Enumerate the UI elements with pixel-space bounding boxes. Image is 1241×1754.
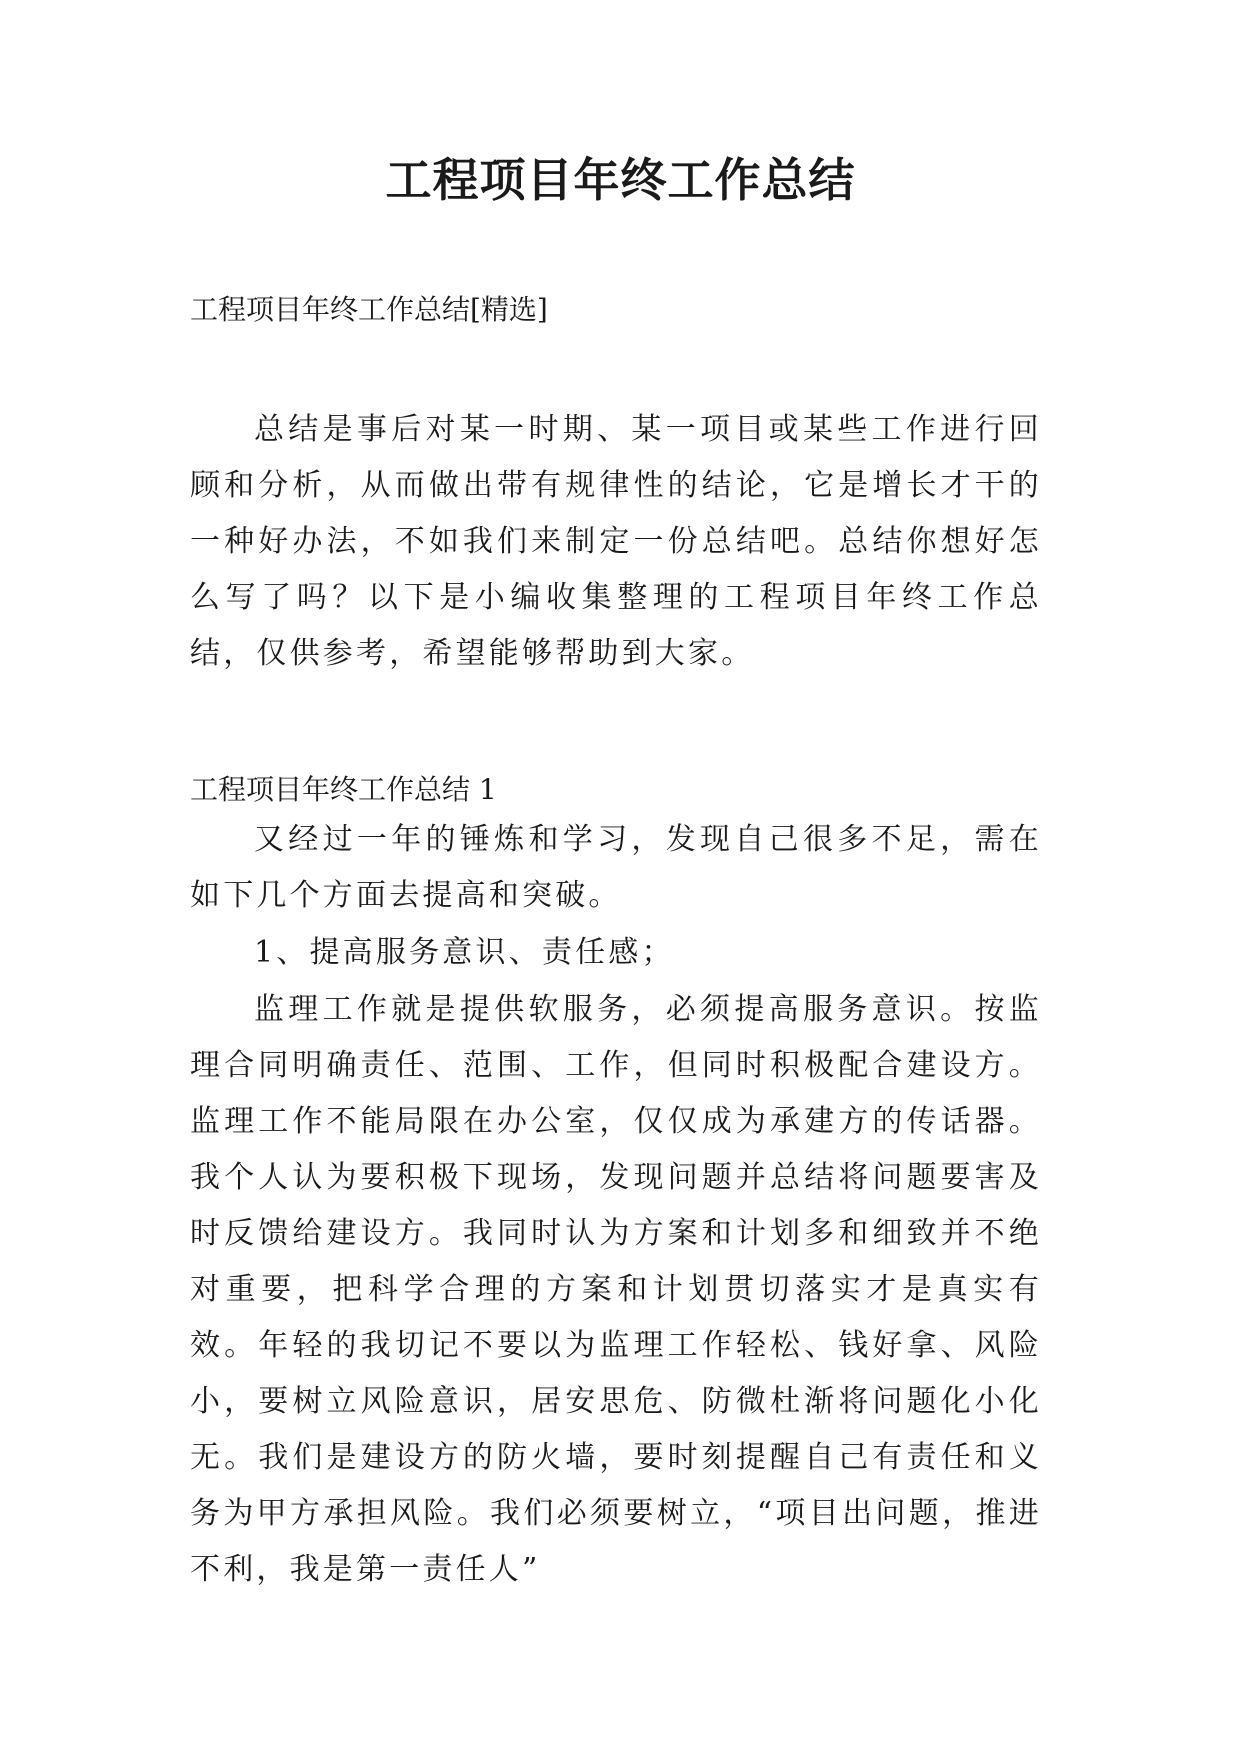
document-subtitle: 工程项目年终工作总结[精选]: [190, 293, 548, 326]
body-paragraph: 又经过一年的锤炼和学习，发现自己很多不足，需在如下几个方面去提高和突破。: [190, 822, 1042, 913]
intro-paragraph: 总结是事后对某一时期、某一项目或某些工作进行回顾和分析，从而做出带有规律性的结论，它是增长才干的一种好办法，不如我们来制定一份总结吧。总结你想好怎么写了吗？以下是小编收集整理的工程项目年终工作总结，仅供参考，希望能够帮助到大家。: [190, 412, 1042, 671]
body-paragraph: 监理工作就是提供软服务，必须提高服务意识。按监理合同明确责任、范围、工作，但同时积极配合建设方。监理工作不能局限在办公室，仅仅成为承建方的传话器。我个人认为要积极下现场，发现问题并总结将问题要害及时反馈给建设方。我同时认为方案和计划多和细致并不绝对重要，把科学合理的方案和计划贯切落实才是真实有效。年轻的我切记不要以为监理工作轻松、钱好拿、风险小，要树立风险意识，居安思危、防微杜渐将问题化小化无。我们是建设方的防火墙，要时刻提醒自己有责任和义务为甲方承担风险。我们必须要树立，“项目出问题，推进不利，我是第一责任人”: [190, 992, 1042, 1587]
body-paragraph: 1、提高服务意识、责任感；: [254, 935, 675, 970]
section-heading: 工程项目年终工作总结 1: [190, 773, 497, 806]
document-title: 工程项目年终工作总结: [385, 153, 856, 207]
